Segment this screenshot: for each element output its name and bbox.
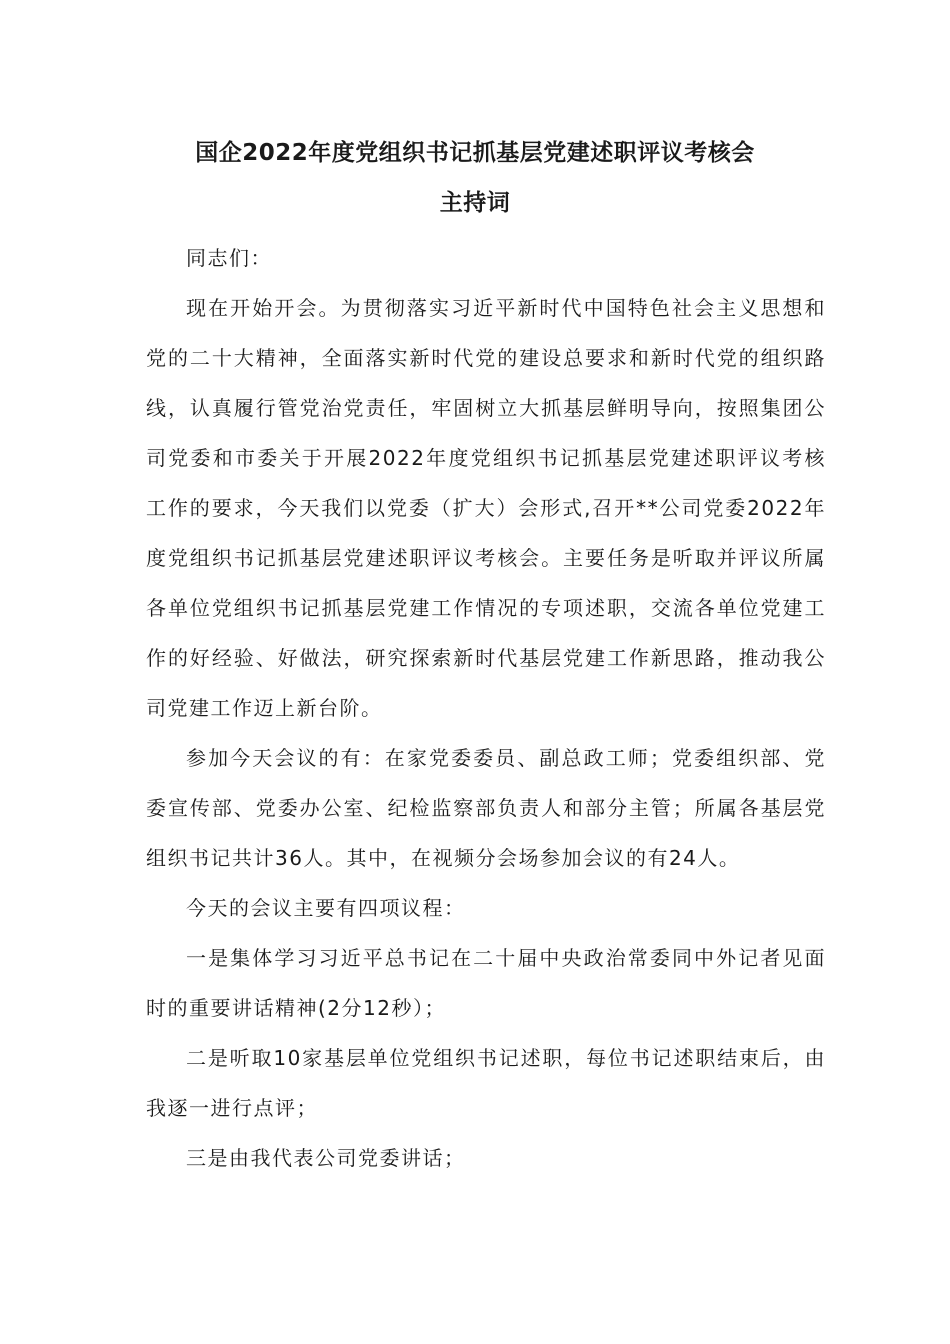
document-body [146,233,826,1183]
paragraph-agenda-intro: 今天的会议主要有四项议程： [186,896,466,920]
paragraph-opening: 现在开始开会。为贯彻落实习近平新时代中国特色社会主义思想和党的二十大精神，全面落实新时代党的建设总要求和新时代党的组织路线，认真履行管党治党责任，牢固树立大抓基层鲜明导向，按照集团公司党委和市委关于开展2022年度党组织书记抓基层党建述职评议考核工作的要求，今天我们以党委（扩大）会形式,召开**公司党委2022年度党组织书记抓基层党建述职评议考核会。主要任务是听取并评议所属各单位党组织书记抓基层党建工作情况的专项述职，交流各单位党建工作的好经验、好做法，研究探索新时代基层党建工作新思路，推动我公司党建工作迈上新台阶。 [146,296,826,720]
paragraph-agenda-item-3: 三是由我代表公司党委讲话； [186,1146,466,1170]
document-title-line-1: 国企2022年度党组织书记抓基层党建述职评议考核会 [195,140,755,166]
paragraph-salutation: 同志们： [186,246,272,270]
paragraph-agenda-item-2: 二是听取10家基层单位党组织书记述职，每位书记述职结束后，由我逐一进行点评； [146,1046,826,1120]
paragraph-agenda-item-1: 一是集体学习习近平总书记在二十届中央政治常委同中外记者见面时的重要讲话精神(2分12秒）； [146,946,826,1020]
document-title-line-2: 主持词 [439,190,511,216]
paragraph-attendees: 参加今天会议的有：在家党委委员、副总政工师；党委组织部、党委宣传部、党委办公室、纪检监察部负责人和部分主管；所属各基层党组织书记共计36人。其中，在视频分会场参加会议的有24人。 [146,746,826,870]
